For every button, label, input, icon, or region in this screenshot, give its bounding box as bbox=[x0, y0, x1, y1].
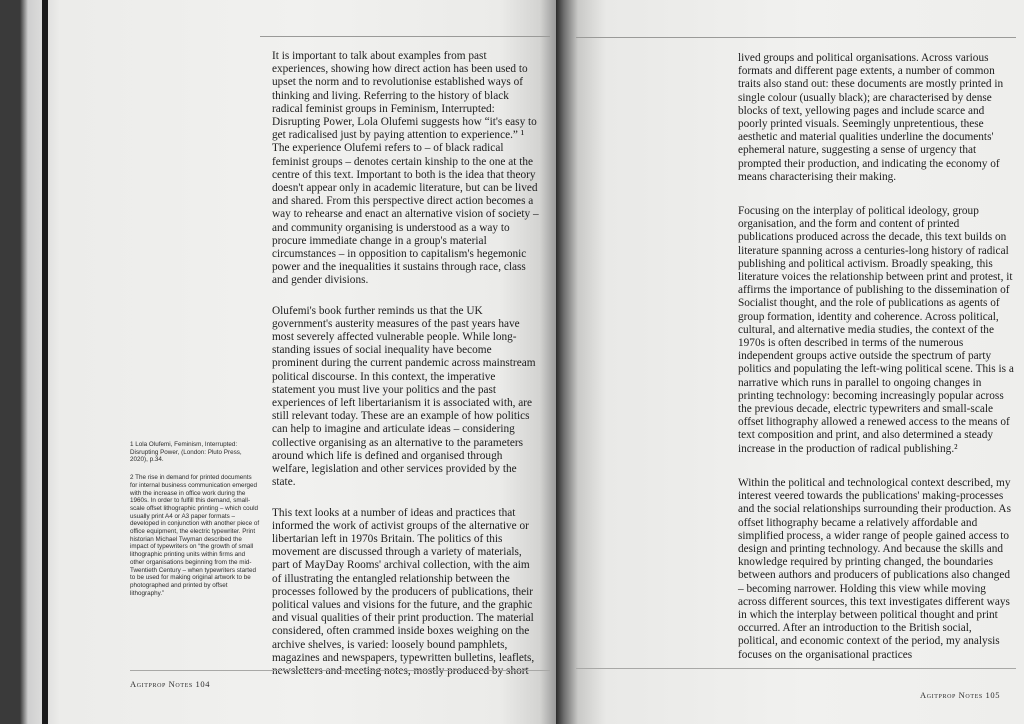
paragraph: Olufemi's book further reminds us that the UK government's austerity measures of the past years have most severely affected vulnerable people. While long-standing issues of social inequality have become prominent during the current pandemic across mainstream political discourse. In this context, the imperative statement you must live your politics and the past experiences of left libertarianism it is associated with, are still relevant today. These are an example of how politics can help to imagine and articulate ideas – considering collective organising as an alternative to the parameters around which life is defined and organised through welfare, legislation and other services provided by the state. bbox=[272, 304, 536, 489]
footnotes bbox=[130, 441, 260, 607]
binding-shadow bbox=[42, 0, 48, 724]
paragraph: Within the political and technological context described, my interest veered towards the publications' making-processes and the social relationships surrounding their production. As offset lithography became a relatively affordable and simplified process, a wider range of people gained access to design and printing technology. And because the skills and knowledge required by printing changed, the boundaries between authors and producers of publications also changed – becoming narrower. Holding this view while moving across different sources, this text investigates different ways in which the interplay between political thought and print occurred. After an introduction to the British social, political, and economic context of the period, my analysis focuses on the organisational practices bbox=[738, 476, 1011, 661]
paragraph: It is important to talk about examples from past experiences, showing how direct action has been used to upset the norm and to revolutionise established ways of thinking and living. Referring to the history of black radical feminist groups in Feminism, Interrupted: Disrupting Power, Lola Olufemi suggests how “it's easy to get radicalised just by paying attention to experience.” ¹ The experience Olufemi refers to – of black radical feminist groups – denotes certain kinship to the one at the centre of this text. Important to both is the idea that theory doesn't appear only in academic literature, but can be lived and shared. From this perspective direct action becomes a way to rehearse and enact an alternative vision of society – and community organising is understood as a way to procure immediate change in a group's material circumstances – in opposition to capitalism's hegemonic power and the inequalities it sustains through race, class and gender divisions. bbox=[272, 50, 539, 287]
footer-rule bbox=[130, 670, 550, 671]
footnote: 2 The rise in demand for printed documents for internal business communication emerged with the increase in office work during the 1960s. In order to fulfill this demand, small-scale offset lithographic printing – which could usually print A4 or A3 paper formats – developed in conjunction with another piece of office equipment, the electric typewriter. Print historian Michael Twyman described the impact of typewriters on “the growth of small lithographic printing units within firms and other organisations beginning from the mid-Twentieth Century – when typewriters started to be used for making original artwork to be photographed and printed by offset lithography.” bbox=[130, 474, 260, 597]
paragraph: This text looks at a number of ideas and practices that informed the work of activist groups of the alternative or libertarian left in 1970s Britain. The politics of this movement are discussed through a variety of materials, part of MayDay Rooms' archival collection, with the aim of illustrating the entangled relationship between the processes followed by the producers of publications, their political values and visions for the future, and the graphic and visual qualities of their print production. The material considered, often crammed inside boxes weighing on the archive shelves, is varied: loosely bound pamphlets, magazines and newspapers, typewritten bulletins, leaflets, newsletters and meeting notes, mostly produced by short bbox=[272, 506, 535, 677]
paragraph: lived groups and political organisations. Across various formats and different page extents, a number of common traits also stand out: these documents are mostly printed in single colour (usually black); are characterised by dense blocks of text, yellowing pages and include scarce and poorly printed visuals. Seemingly unpretentious, these aesthetic and material qualities underline the documents' ephemeral nature, suggesting a sense of urgency that prompted their production, and indicating the economy of means characterising their making. bbox=[738, 52, 1004, 183]
header-rule bbox=[576, 37, 1016, 38]
footer-rule bbox=[576, 668, 1016, 669]
right-page bbox=[556, 0, 1024, 724]
header-rule bbox=[260, 36, 550, 37]
footnote: 1 Lola Olufemi, Feminism, Interrupted: Disrupting Power, (London: Pluto Press, 2020), p.34. bbox=[130, 441, 242, 464]
paragraph: Focusing on the interplay of political ideology, group organisation, and the form and content of printed publications produced across the decade, this text builds on literature spanning across a centuries-long history of radical publishing and political activism. Broadly speaking, this literature voices the relationship between print and protest, it affirms the importance of publishing to the dissemination of Socialist thought, and the role of publications as agents of group formation, identity and coherence. Across political, cultural, and alternative media studies, the context of the 1970s is often described in terms of the numerous independent groups active outside the spectrum of party politics and populating the left-wing political scene. This is a narrative which runs in parallel to ongoing changes in printing technology: becoming increasingly popular across the previous decade, electric typewriters and small-scale offset lithography allowed a renewed access to the means of text composition and print, and also determined a steady increase in the production of radical publishing.² bbox=[738, 205, 1014, 455]
page-folio: Agitprop Notes 105 bbox=[920, 690, 1001, 700]
page-folio: Agitprop Notes 104 bbox=[130, 679, 211, 689]
right-body-text bbox=[738, 52, 1014, 683]
left-body-text bbox=[272, 50, 540, 695]
